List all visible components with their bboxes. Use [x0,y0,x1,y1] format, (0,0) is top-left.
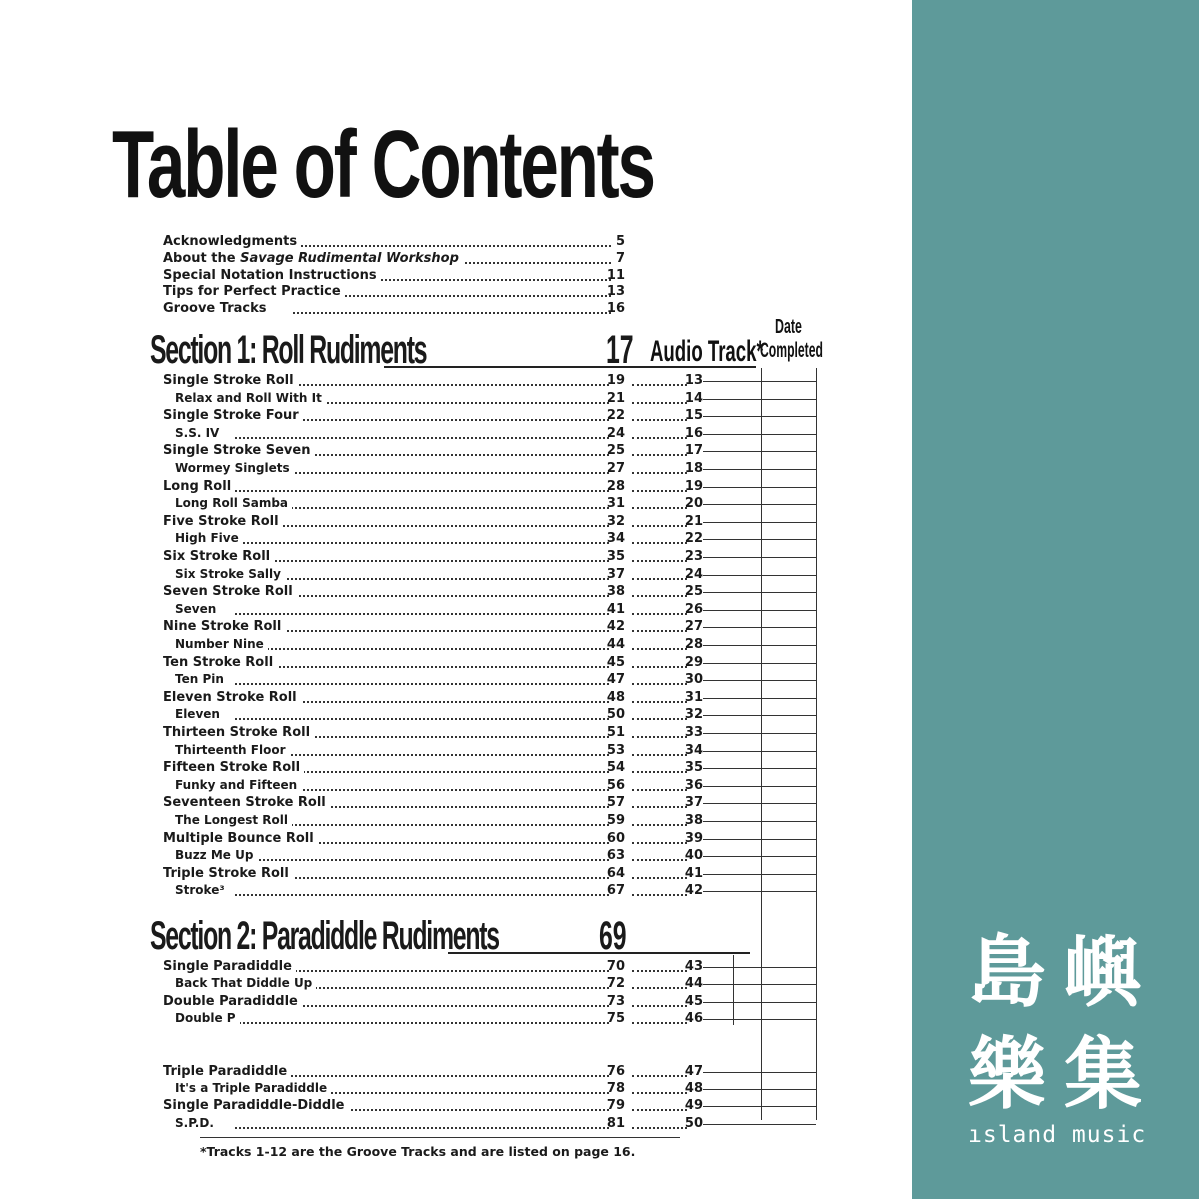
entry-page: 32 [606,513,625,529]
date-rule [703,821,816,822]
track-leader [632,525,687,527]
entry-title: Single Stroke Seven [163,442,314,459]
track-leader [632,806,687,808]
entry-page: 67 [606,883,625,899]
track-leader [632,542,687,544]
date-header-line1: Date [775,316,802,338]
entry-page: 19 [606,373,625,388]
entry-title-pre: About the [163,250,241,266]
date-rule [703,786,816,787]
audio-track-number: 29 [684,654,703,670]
rudiment-entry [163,513,816,530]
entry-page: 50 [606,707,625,723]
audio-track-number: 26 [684,601,703,617]
entry-page: 45 [606,654,625,670]
date-rule [703,967,816,968]
date-rule [703,733,816,734]
entry-title: Special Notation Instructions [163,267,381,284]
rudiment-entry [163,958,816,975]
entry-title: Number Nine [175,636,268,653]
entry-page: 31 [606,496,625,512]
date-rule [703,680,816,681]
front-matter-item [163,233,625,250]
track-leader [632,437,687,439]
audio-track-number: 40 [684,848,703,864]
track-leader [632,560,687,562]
track-leader [632,859,687,861]
date-rule [703,874,816,875]
date-rule [703,698,816,699]
entry-title: Single Stroke Four [163,407,303,424]
section-1-label: Section 1: Roll Rudiments [150,328,427,372]
entry-title: Tips for Perfect Practice [163,283,345,300]
entry-page: 79 [606,1098,625,1114]
track-leader [632,736,687,738]
entry-page: 78 [606,1081,625,1096]
section-2-column-rule [733,955,734,1025]
entry-title: High Five [175,530,243,547]
sub-entry [175,975,816,992]
sub-entry [175,530,816,547]
track-leader [632,507,687,509]
section-2-page: 69 [599,914,627,958]
date-rule [703,1106,816,1107]
track-leader [632,1075,687,1077]
entry-page: 70 [606,959,625,974]
audio-track-number: 38 [684,813,703,828]
rudiment-entry [163,1063,816,1080]
track-leader [632,613,687,615]
entry-page: 63 [606,848,625,864]
audio-track-number: 43 [684,959,703,974]
brand-logo-line1: 島嶼 [968,928,1161,1018]
audio-track-number: 42 [684,883,703,899]
entry-page: 47 [606,672,625,688]
dot-leader [235,1022,609,1024]
audio-track-number: 20 [684,496,703,512]
entry-title: Triple Paradiddle [163,1063,291,1080]
entry-page: 35 [606,549,625,564]
entry-title: Long Roll [163,478,235,495]
entry-page: 25 [606,443,625,459]
date-rule [703,381,816,382]
dot-leader [223,490,609,492]
audio-track-header: Audio Track* [650,335,764,368]
audio-track-number: 32 [684,707,703,723]
entry-title: Seven Stroke Roll [163,583,297,600]
date-rule [703,839,816,840]
audio-track-number: 21 [684,513,703,529]
dot-leader [223,666,609,668]
entry-title: Relax and Roll With It [175,390,326,407]
audio-track-number: 17 [684,443,703,459]
entry-title: Thirteen Stroke Roll [163,724,314,741]
date-header-line2: Completed [760,339,823,362]
track-leader [632,490,687,492]
date-rule [703,645,816,646]
sub-entry [175,777,816,794]
date-rule [703,487,816,488]
date-rule [703,1124,816,1125]
entry-title: Double Paradiddle [163,993,302,1010]
track-leader [632,987,687,989]
audio-track-number: 15 [684,408,703,424]
entry-page: 27 [606,461,625,476]
track-leader [632,683,687,685]
sub-entry [175,1115,816,1132]
date-rule [703,984,816,985]
date-rule [703,891,816,892]
sub-entry [175,636,816,653]
date-rule [703,469,816,470]
section-2-heading [150,914,628,958]
audio-track-number: 48 [684,1081,703,1096]
dot-leader [235,437,609,439]
audio-track-number: 18 [684,461,703,476]
audio-track-number: 41 [684,865,703,881]
brand-sidebar [912,0,1199,1199]
rudiment-entry [163,442,816,459]
track-leader [632,771,687,773]
date-rule [703,751,816,752]
entry-title: S.S. IV [175,425,223,442]
footnote: *Tracks 1-12 are the Groove Tracks and are listed on page 16. [200,1144,636,1159]
track-leader [632,402,687,404]
date-rule [703,557,816,558]
entry-title: Six Stroke Sally [175,566,285,583]
entry-title: Seventeen Stroke Roll [163,794,330,811]
entry-page: 51 [606,725,625,740]
date-rule [703,610,816,611]
entry-title: Eleven Stroke Roll [163,689,301,706]
dot-leader [235,578,609,580]
sub-entry [175,460,816,477]
entry-title: Back That Diddle Up [175,975,316,992]
dot-leader [293,312,611,314]
audio-track-number: 47 [684,1063,703,1079]
date-rule [703,1072,816,1073]
entry-page: 42 [606,619,625,635]
audio-track-number: 30 [684,672,703,688]
track-leader [632,1005,687,1007]
audio-track-number: 46 [684,1011,703,1027]
track-leader [632,578,687,580]
date-rule [703,663,816,664]
entry-title: Multiple Bounce Roll [163,830,318,847]
audio-track-number: 49 [684,1098,703,1114]
entry-title: S.P.D. [175,1115,218,1132]
audio-track-number: 39 [684,830,703,846]
entry-title: Seven [175,601,220,618]
date-rule [703,575,816,576]
front-matter-item [163,283,625,300]
entry-page: 21 [606,390,625,406]
track-leader [632,701,687,703]
track-leader [632,789,687,791]
date-rule [703,856,816,857]
entry-title: Single Stroke Roll [163,372,298,389]
entry-page: 53 [606,742,625,758]
dot-leader [235,1127,609,1129]
sub-entry [175,812,816,829]
entry-title: Acknowledgments [163,233,301,250]
entry-page: 41 [606,601,625,617]
rudiment-entry [163,583,816,600]
date-rule [703,434,816,435]
date-rule [703,504,816,505]
audio-track-number: 31 [684,689,703,705]
entry-page: 44 [606,637,625,652]
audio-track-number: 22 [684,531,703,547]
dot-leader [235,718,609,720]
entry-title: Funky and Fifteen [175,777,301,794]
front-matter-item [163,250,625,267]
entry-title: Long Roll Samba [175,495,292,512]
rudiment-entry [163,1097,816,1114]
track-leader [632,419,687,421]
entry-page: 5 [615,234,625,249]
entry-page: 13 [606,284,625,300]
entry-page: 11 [606,267,625,283]
track-leader [632,630,687,632]
entry-page: 24 [606,425,625,441]
audio-track-number: 23 [684,549,703,564]
entry-title: Fifteen Stroke Roll [163,759,304,776]
entry-title: Double P [175,1010,240,1027]
entry-title: Ten Stroke Roll [163,654,277,671]
entry-page: 16 [606,301,625,317]
section-1-heading [150,328,634,372]
audio-track-number: 13 [684,373,703,388]
front-matter-item [163,267,625,284]
footnote-rule [200,1137,680,1138]
entry-title: It's a Triple Paradiddle [175,1080,331,1097]
entry-page: 56 [606,777,625,793]
entry-title: Six Stroke Roll [163,548,274,565]
track-leader [632,384,687,386]
dot-leader [235,648,609,650]
entry-page: 22 [606,408,625,424]
rudiment-entry [163,830,816,847]
date-rule [703,451,816,452]
entry-title: Thirteenth Floor [175,742,290,759]
dot-leader [235,542,609,544]
entry-title: Triple Stroke Roll [163,865,293,882]
date-rule [703,1089,816,1090]
rudiment-entry [163,372,816,389]
entry-page: 57 [606,795,625,811]
entry-page: 72 [606,976,625,992]
audio-track-number: 14 [684,390,703,406]
audio-track-number: 27 [684,619,703,635]
entry-title: Buzz Me Up [175,847,257,864]
entry-title: Single Paradiddle-Diddle [163,1097,349,1114]
track-leader [632,754,687,756]
audio-track-number: 34 [684,742,703,758]
date-column-right-rule [816,368,817,1120]
rudiment-entry [163,618,816,635]
dot-leader [235,683,609,685]
date-rule [703,592,816,593]
entry-title: Wormey Singlets [175,460,294,477]
rudiment-entry [163,407,816,424]
section-1-page: 17 [606,328,634,372]
date-rule [703,715,816,716]
audio-track-number: 35 [684,760,703,776]
track-leader [632,1022,687,1024]
audio-track-number: 25 [684,584,703,600]
entry-title: Stroke³ [175,882,229,899]
entry-page: 28 [606,478,625,494]
date-rule [703,1019,816,1020]
entry-title [163,250,463,267]
entry-page: 75 [606,1011,625,1027]
rudiment-entry [163,993,816,1010]
sub-entry [175,706,816,723]
entry-title: Nine Stroke Roll [163,618,285,635]
entry-page: 54 [606,760,625,776]
track-leader [632,894,687,896]
track-leader [632,1127,687,1129]
audio-track-number: 19 [684,478,703,494]
date-rule [703,539,816,540]
entry-title: Eleven [175,706,224,723]
rudiment-entry [163,654,816,671]
sub-entry [175,1080,816,1097]
date-rule [703,1002,816,1003]
rudiment-entry [163,794,816,811]
sub-entry [175,847,816,864]
entry-page: 59 [606,813,625,828]
sub-entry [175,601,816,618]
rudiment-entry [163,865,816,882]
sub-entry [175,390,816,407]
dot-leader [235,894,609,896]
date-rule [703,416,816,417]
date-column-left-rule [761,368,762,1120]
track-leader [632,454,687,456]
entry-title: Five Stroke Roll [163,513,283,530]
brand-logo-line2: 樂集 [968,1030,1161,1120]
sub-entry [175,1010,816,1027]
track-leader [632,666,687,668]
entry-title-italic: Savage Rudimental Workshop [240,250,459,266]
section-2-label: Section 2: Paradiddle Rudiments [150,914,499,958]
audio-track-number: 37 [684,795,703,811]
entry-page: 37 [606,566,625,582]
entry-page: 34 [606,531,625,547]
entry-page: 64 [606,865,625,881]
main-title: Table of Contents [112,111,654,218]
rudiment-entry [163,689,816,706]
dot-leader [223,560,609,562]
track-leader [632,877,687,879]
track-leader [632,595,687,597]
sub-entry [175,742,816,759]
track-leader [632,842,687,844]
track-leader [632,970,687,972]
entry-page: 48 [606,689,625,705]
entry-page: 7 [615,250,625,266]
audio-track-number: 36 [684,777,703,793]
date-rule [703,768,816,769]
track-leader [632,718,687,720]
dot-leader [293,245,611,247]
track-leader [632,472,687,474]
entry-title: The Longest Roll [175,812,292,829]
brand-logo-english: ısland music [968,1122,1147,1148]
audio-track-number: 33 [684,725,703,740]
rudiment-entry [163,478,816,495]
date-rule [703,803,816,804]
entry-page: 38 [606,584,625,600]
track-leader [632,1109,687,1111]
rudiment-entry [163,759,816,776]
entry-page: 76 [606,1063,625,1079]
entry-page: 60 [606,830,625,846]
dot-leader [235,613,609,615]
dot-leader [235,754,609,756]
track-leader [632,648,687,650]
audio-track-number: 16 [684,425,703,441]
entry-page: 81 [606,1115,625,1131]
sub-entry [175,495,816,512]
date-rule [703,627,816,628]
date-rule [703,399,816,400]
rudiment-entry [163,724,816,741]
audio-track-number: 44 [684,976,703,992]
sub-entry [175,425,816,442]
audio-track-number: 50 [684,1115,703,1131]
entry-page: 73 [606,993,625,1009]
dot-leader [235,859,609,861]
track-leader [632,824,687,826]
sub-entry [175,882,816,899]
rudiment-entry [163,548,816,565]
front-matter-item [163,300,625,317]
entry-title: Ten Pin [175,671,228,688]
entry-title: Groove Tracks [163,300,270,317]
sub-entry [175,566,816,583]
sub-entry [175,671,816,688]
date-rule [703,522,816,523]
track-leader [632,1092,687,1094]
audio-track-number: 28 [684,637,703,652]
audio-track-number: 24 [684,566,703,582]
entry-title: Single Paradiddle [163,958,296,975]
audio-track-number: 45 [684,993,703,1009]
